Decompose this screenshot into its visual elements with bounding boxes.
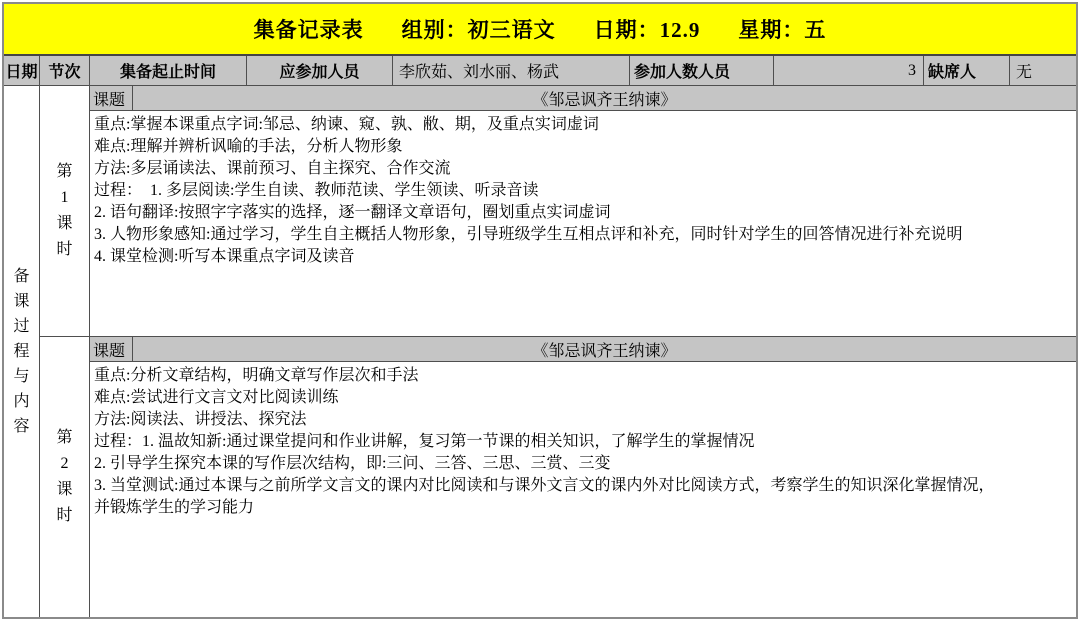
period-label-1: 第1课时 (56, 163, 73, 258)
content-line: 方法:阅读法、讲授法、探究法 (94, 411, 307, 428)
attendee-count-value-cell: 3 (774, 56, 924, 85)
title-row (4, 4, 1076, 56)
content-line: 3. 当堂测试:通过本课与之前所学文言文的课内对比阅读和与课外文言文的课内外对比阅读方式，考察学生的知识深化掌握情况， (94, 477, 995, 494)
content-line: 重点:分析文章结构，明确文章写作层次和手法 (94, 367, 419, 384)
period-label-2: 第2课时 (56, 429, 73, 524)
absent-value-cell: 无 (1016, 64, 1033, 81)
topic-row-1 (90, 86, 1076, 111)
content-line: 过程： 1. 多层阅读:学生自读、教师范读、学生领读、听录音读 (94, 182, 539, 199)
process-content-vertical-label: 备课过程与内容 (13, 268, 30, 435)
time-range-header-cell: 集备起止时间 (90, 56, 247, 85)
table-body (4, 86, 1076, 617)
date-label: 日期：12.9 (593, 18, 701, 42)
weekday-label: 星期：五 (738, 18, 827, 42)
section-2-content (90, 362, 1076, 617)
attendee-count-header-cell: 参加人数人员 (630, 56, 774, 85)
sections-column (40, 86, 1076, 617)
section-2-body (90, 337, 1076, 617)
content-line: 难点:尝试进行文言文对比阅读训练 (94, 389, 339, 406)
content-line: 2. 引导学生探究本课的写作层次结构，即:三问、三答、三思、三赏、三变 (94, 455, 611, 472)
content-line: 方法:多层诵读法、课前预习、自主探究、合作交流 (94, 160, 451, 177)
period-header-cell: 节次 (40, 56, 90, 85)
topic-row-2 (90, 337, 1076, 362)
info-header-row (4, 56, 1076, 86)
content-line: 2. 语句翻译:按照字字落实的选择，逐一翻译文章语句，圈划重点实词虚词 (94, 204, 611, 221)
topic-title-2: 《邹忌讽齐王纳谏》 (532, 342, 677, 360)
content-line: 并锻炼学生的学习能力 (94, 499, 255, 516)
topic-label-2: 课题 (90, 337, 133, 361)
content-line: 难点:理解并辨析讽喻的手法，分析人物形象 (94, 138, 403, 155)
section-1-content (90, 111, 1076, 336)
content-line: 4. 课堂检测:听写本课重点字词及读音 (94, 248, 355, 265)
content-line: 3. 人物形象感知:通过学习，学生自主概括人物形象，引导班级学生互相点评和补充，同时针对学生的回答情况进行补充说明 (94, 226, 963, 243)
topic-title-1: 《邹忌讽齐王纳谏》 (532, 91, 677, 109)
lesson-section-1 (40, 86, 1076, 337)
record-table (2, 2, 1078, 619)
expected-attendees-header-cell: 应参加人员 (247, 56, 393, 85)
form-title: 集备记录表 (253, 18, 364, 42)
date-header-cell: 日期 (4, 56, 40, 85)
expected-attendees-value-cell: 李欣茹、刘水丽、杨武 (393, 56, 630, 85)
absent-header-cell: 缺席人 (924, 56, 1010, 85)
lesson-section-2 (40, 337, 1076, 617)
group-label: 组别：初三语文 (401, 18, 556, 42)
period-cell-2 (40, 337, 90, 617)
topic-label-1: 课题 (90, 86, 133, 110)
process-content-column (4, 86, 40, 617)
section-1-body (90, 86, 1076, 336)
content-line: 重点:掌握本课重点字词:邹忌、纳谏、窥、孰、敝、期，及重点实词虚词 (94, 116, 599, 133)
period-cell-1 (40, 86, 90, 336)
content-line: 过程：1. 温故知新:通过课堂提问和作业讲解，复习第一节课的相关知识，了解学生的掌握情况 (94, 433, 755, 450)
